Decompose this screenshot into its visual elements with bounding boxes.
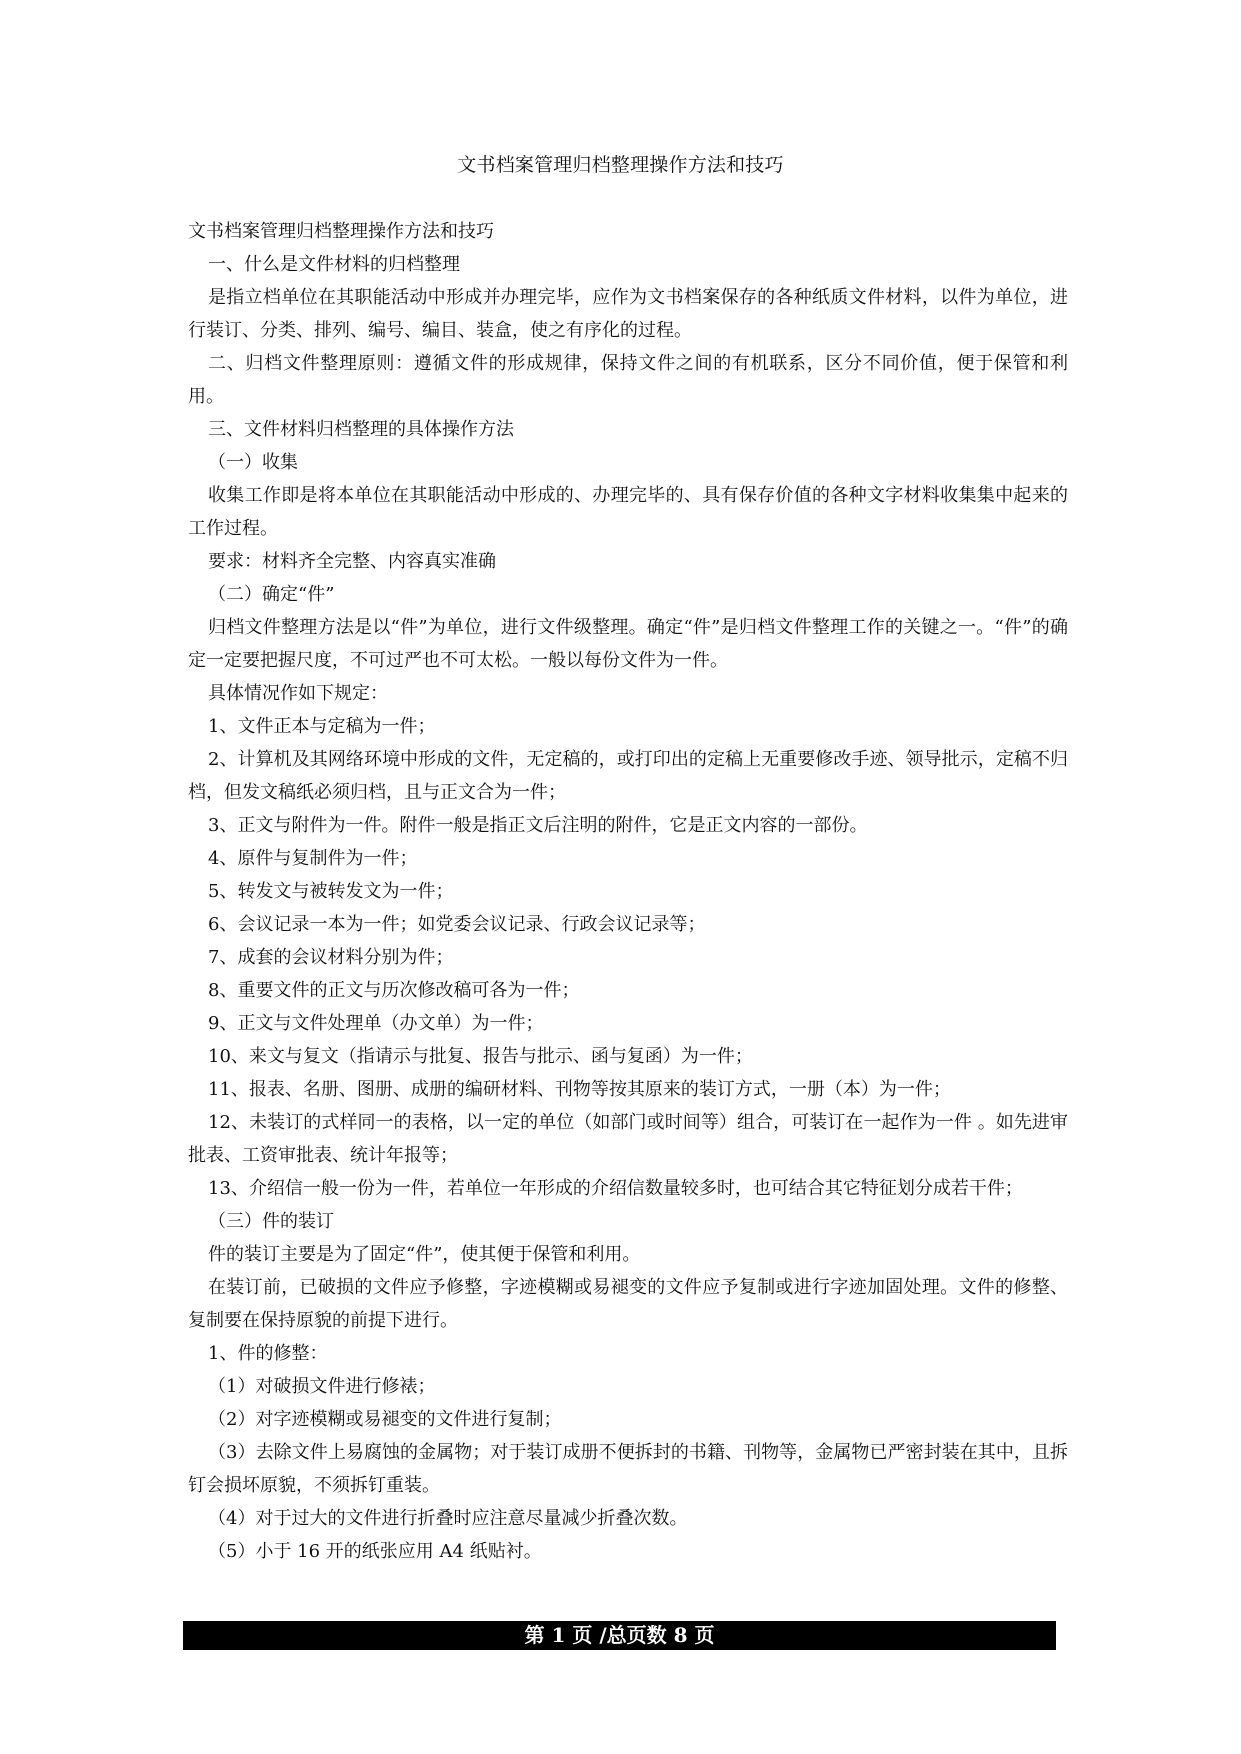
- subsection-heading: （二）确定“件”: [208, 584, 335, 605]
- paragraph: 件的装订主要是为了固定“件”，使其便于保管和利用。: [208, 1244, 641, 1265]
- page-number-label: 第 1 页 /总页数 8 页: [524, 1623, 715, 1647]
- list-item: （4）对于过大的文件进行折叠时应注意尽量减少折叠次数。: [208, 1508, 688, 1529]
- document-title: 文书档案管理归档整理操作方法和技巧: [457, 154, 784, 176]
- list-item: 1、件的修整：: [208, 1343, 328, 1364]
- list-item: 9、正文与文件处理单（办文单）为一件；: [208, 1013, 544, 1034]
- body-heading: 文书档案管理归档整理操作方法和技巧: [188, 221, 494, 242]
- list-item: （1）对破损文件进行修裱；: [208, 1376, 436, 1397]
- list-item: （2）对字迹模糊或易褪变的文件进行复制；: [208, 1409, 562, 1430]
- paragraph: 是指立档单位在其职能活动中形成并办理完毕，应作为文书档案保存的各种纸质文件材料，以件为单位，进行装订、分类、排列、编号、编目、装盒，使之有序化的过程。: [188, 287, 1068, 341]
- list-item: 12、未装订的式样同一的表格，以一定的单位（如部门或时间等）组合，可装订在一起作为一件 。如先进审批表、工资审批表、统计年报等；: [188, 1112, 1068, 1166]
- paragraph: 要求：材料齐全完整、内容真实准确: [208, 551, 496, 572]
- subsection-heading: （一）收集: [208, 452, 298, 473]
- section-heading: 三、文件材料归档整理的具体操作方法: [208, 419, 514, 440]
- page-footer: [183, 1621, 1056, 1650]
- paragraph: 在装订前，已破损的文件应予修整，字迹模糊或易褪变的文件应予复制或进行字迹加固处理。文件的修整、复制要在保持原貌的前提下进行。: [188, 1277, 1068, 1331]
- subsection-heading: （三）件的装订: [208, 1211, 334, 1232]
- document-body: [188, 215, 1068, 1568]
- paragraph: 收集工作即是将本单位在其职能活动中形成的、办理完毕的、具有保存价值的各种文字材料收集集中起来的工作过程。: [188, 485, 1068, 539]
- list-item: 5、转发文与被转发文为一件；: [208, 881, 454, 902]
- list-item: 7、成套的会议材料分别为件；: [208, 947, 454, 968]
- list-item: 1、文件正本与定稿为一件；: [208, 716, 436, 737]
- list-item: 3、正文与附件为一件。附件一般是指正文后注明的附件，它是正文内容的一部份。: [208, 815, 868, 836]
- list-item: 10、来文与复文（指请示与批复、报告与批示、函与复函）为一件；: [208, 1046, 753, 1067]
- list-item: 6、会议记录一本为一件；如党委会议记录、行政会议记录等；: [208, 914, 706, 935]
- list-item: 8、重要文件的正文与历次修改稿可各为一件；: [208, 980, 580, 1001]
- paragraph: 二、归档文件整理原则：遵循文件的形成规律，保持文件之间的有机联系，区分不同价值，便于保管和利用。: [188, 353, 1068, 407]
- paragraph: 归档文件整理方法是以“件”为单位，进行文件级整理。确定“件”是归档文件整理工作的关键之一。“件”的确定一定要把握尺度，不可过严也不可太松。一般以每份文件为一件。: [188, 617, 1068, 671]
- list-item: （5）小于 16 开的纸张应用 A4 纸贴衬。: [208, 1541, 542, 1562]
- list-item: 4、原件与复制件为一件；: [208, 848, 418, 869]
- list-item: （3）去除文件上易腐蚀的金属物；对于装订成册不便拆封的书籍、刊物等，金属物已严密封装在其中，且拆钉会损坏原貌，不须拆钉重装。: [188, 1442, 1068, 1496]
- list-item: 11、报表、名册、图册、成册的编研材料、刊物等按其原来的装订方式，一册（本）为一件；: [208, 1079, 951, 1100]
- list-item: 2、计算机及其网络环境中形成的文件，无定稿的，或打印出的定稿上无重要修改手迹、领导批示，定稿不归档，但发文稿纸必须归档，且与正文合为一件；: [188, 749, 1068, 803]
- paragraph: 具体情况作如下规定：: [208, 683, 388, 704]
- section-heading: 一、什么是文件材料的归档整理: [208, 254, 460, 275]
- list-item: 13、介绍信一般一份为一件，若单位一年形成的介绍信数量较多时，也可结合其它特征划分成若干件；: [208, 1178, 1023, 1199]
